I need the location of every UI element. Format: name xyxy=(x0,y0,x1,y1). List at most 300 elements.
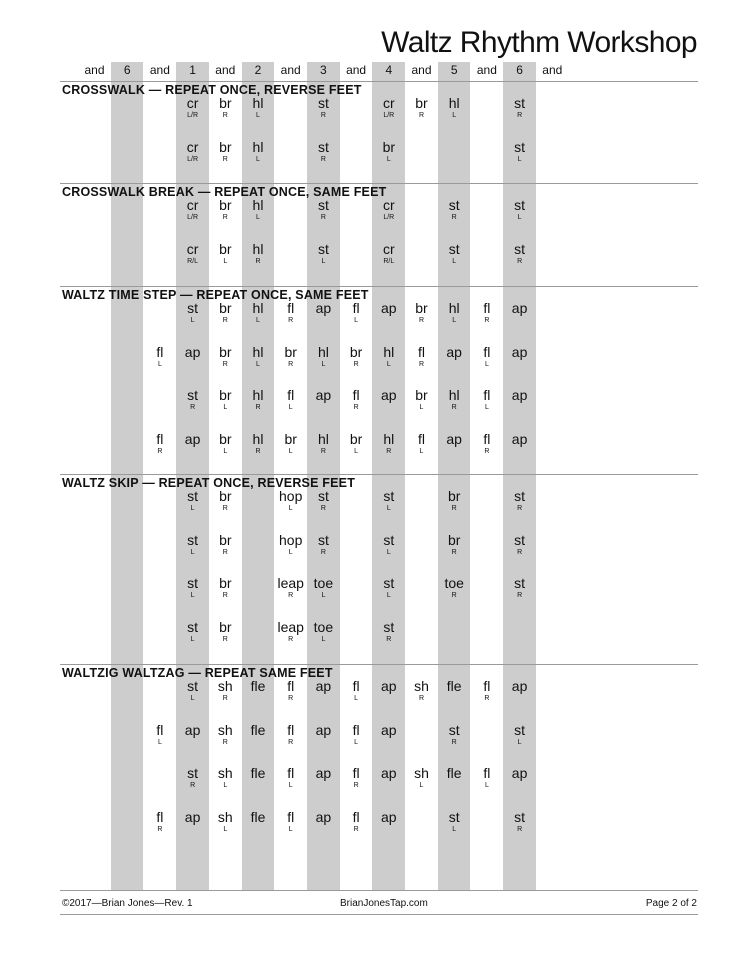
step-cell xyxy=(372,140,405,165)
step-abbreviation: fle xyxy=(250,765,266,781)
step-cell xyxy=(405,432,438,457)
step-abbreviation: st xyxy=(448,240,460,257)
foot-indicator: L xyxy=(452,317,457,324)
beat-count-label: and xyxy=(346,63,367,77)
step-cell xyxy=(307,388,340,403)
step-cell xyxy=(209,679,242,704)
step-cell xyxy=(470,432,503,457)
step-abbreviation: br xyxy=(219,95,232,111)
section-heading: WALTZ TIME STEP — REPEAT ONCE, SAME FEET xyxy=(62,288,369,302)
step-cell xyxy=(242,810,275,825)
step-cell xyxy=(372,533,405,558)
step-cell xyxy=(372,723,405,738)
foot-indicator: R xyxy=(418,112,425,119)
step-cell xyxy=(307,620,340,645)
step-cell xyxy=(143,723,176,748)
step-abbreviation: hl xyxy=(317,343,329,360)
step-cell xyxy=(242,723,275,738)
foot-indicator: R xyxy=(451,592,457,599)
step-cell xyxy=(209,242,242,267)
step-abbreviation: br xyxy=(447,531,461,548)
step-abbreviation: hl xyxy=(317,430,329,447)
foot-indicator: L xyxy=(190,548,195,556)
step-abbreviation: fle xyxy=(250,678,266,694)
step-abbreviation: st xyxy=(317,95,329,111)
step-cell xyxy=(274,301,307,326)
foot-indicator: R xyxy=(517,257,523,265)
foot-indicator: R xyxy=(222,592,228,599)
step-cell xyxy=(503,432,536,447)
foot-indicator: L xyxy=(484,404,489,411)
foot-indicator: R xyxy=(222,360,228,368)
step-cell xyxy=(209,388,242,413)
foot-indicator: L xyxy=(321,635,326,643)
foot-indicator: L xyxy=(256,214,260,221)
foot-indicator: L xyxy=(223,782,228,789)
step-abbreviation: fl xyxy=(483,765,491,781)
step-cell xyxy=(503,533,536,558)
foot-indicator: L xyxy=(190,592,195,599)
step-abbreviation: fl xyxy=(156,721,164,738)
step-cell xyxy=(176,620,209,645)
step-cell xyxy=(274,576,307,601)
step-cell xyxy=(176,96,209,121)
step-cell xyxy=(209,723,242,748)
step-cell xyxy=(274,810,307,835)
step-cell xyxy=(209,576,242,601)
step-cell xyxy=(209,140,242,165)
foot-indicator: R xyxy=(222,155,228,163)
step-abbreviation: ap xyxy=(184,721,201,738)
foot-indicator: R xyxy=(451,505,457,512)
foot-indicator: L xyxy=(223,257,228,265)
footer-bottom-rule xyxy=(60,914,698,915)
step-cell xyxy=(274,345,307,370)
step-abbreviation: st xyxy=(514,95,526,111)
step-cell xyxy=(438,96,471,121)
foot-indicator: R xyxy=(418,695,425,702)
step-abbreviation: toe xyxy=(313,575,334,591)
step-abbreviation: ap xyxy=(184,343,201,360)
step-cell xyxy=(372,766,405,781)
step-cell xyxy=(176,388,209,413)
step-abbreviation: br xyxy=(284,430,297,447)
step-abbreviation: st xyxy=(448,721,460,738)
step-cell xyxy=(242,242,275,267)
foot-indicator: L xyxy=(157,738,162,746)
step-abbreviation: sh xyxy=(414,765,429,781)
beat-count-label: 2 xyxy=(254,63,262,77)
foot-indicator: R xyxy=(222,112,228,119)
section-heading: WALTZ SKIP — REPEAT ONCE, REVERSE FEET xyxy=(62,476,356,490)
foot-indicator: R xyxy=(288,317,294,324)
step-abbreviation: ap xyxy=(315,808,332,825)
step-cell xyxy=(372,432,405,457)
foot-indicator: R xyxy=(320,548,326,556)
step-cell xyxy=(438,810,471,835)
step-cell xyxy=(176,198,209,223)
step-abbreviation: fl xyxy=(287,300,295,316)
foot-indicator: L xyxy=(354,447,359,455)
step-abbreviation: st xyxy=(317,197,329,213)
step-abbreviation: st xyxy=(187,488,199,504)
foot-indicator: R xyxy=(353,404,359,411)
step-abbreviation: br xyxy=(349,343,363,360)
foot-indicator: L xyxy=(256,112,260,119)
step-abbreviation: st xyxy=(383,618,395,635)
foot-indicator: R xyxy=(517,592,523,599)
step-cell xyxy=(438,301,471,326)
step-abbreviation: fl xyxy=(287,808,295,825)
foot-indicator: L xyxy=(256,317,260,324)
step-abbreviation: br xyxy=(219,300,232,316)
foot-indicator: L xyxy=(321,360,326,368)
step-abbreviation: hl xyxy=(252,197,264,213)
step-cell xyxy=(438,766,471,781)
step-abbreviation: br xyxy=(219,488,232,504)
step-cell xyxy=(405,388,438,413)
step-cell xyxy=(372,96,405,121)
foot-indicator: L xyxy=(321,257,326,265)
step-abbreviation: fl xyxy=(352,300,360,316)
step-cell xyxy=(209,533,242,558)
foot-indicator: R xyxy=(320,155,326,163)
step-cell xyxy=(372,242,405,267)
step-cell xyxy=(176,140,209,165)
step-cell xyxy=(143,345,176,370)
step-abbreviation: st xyxy=(187,531,199,548)
foot-indicator: L xyxy=(288,782,293,789)
step-cell xyxy=(438,388,471,413)
step-abbreviation: ap xyxy=(315,678,332,694)
step-cell xyxy=(176,489,209,514)
step-cell xyxy=(274,533,307,558)
step-abbreviation: br xyxy=(219,387,232,403)
step-abbreviation: ap xyxy=(381,721,397,738)
foot-indicator: R xyxy=(451,404,457,411)
foot-indicator: L xyxy=(386,548,391,556)
foot-indicator: L xyxy=(386,360,391,368)
step-abbreviation: fl xyxy=(156,343,164,360)
step-abbreviation: ap xyxy=(315,765,332,781)
step-abbreviation: br xyxy=(382,138,396,155)
step-cell xyxy=(307,432,340,457)
step-cell xyxy=(176,766,209,791)
step-cell xyxy=(176,576,209,601)
step-abbreviation: hl xyxy=(252,95,264,111)
step-abbreviation: hl xyxy=(448,387,460,403)
step-abbreviation: ap xyxy=(315,300,332,316)
step-cell xyxy=(340,345,373,370)
step-cell xyxy=(340,766,373,791)
step-cell xyxy=(372,810,405,825)
foot-indicator: R xyxy=(288,360,294,368)
step-abbreviation: st xyxy=(383,488,395,504)
step-cell xyxy=(307,723,340,738)
step-abbreviation: st xyxy=(514,240,526,257)
step-cell xyxy=(372,301,405,316)
step-abbreviation: cr xyxy=(382,197,395,213)
foot-indicator: L xyxy=(288,404,293,411)
step-abbreviation: br xyxy=(219,197,232,213)
foot-indicator: L xyxy=(354,317,359,324)
step-abbreviation: leap xyxy=(277,618,304,635)
foot-indicator: R xyxy=(386,635,392,643)
step-cell xyxy=(503,242,536,267)
foot-indicator: L xyxy=(321,592,326,599)
foot-indicator: L xyxy=(386,592,391,599)
step-cell xyxy=(340,432,373,457)
foot-indicator: R xyxy=(288,695,294,702)
step-cell xyxy=(503,388,536,403)
foot-indicator: R xyxy=(451,548,457,556)
step-abbreviation: hl xyxy=(383,343,395,360)
foot-indicator: L/R xyxy=(187,112,199,119)
step-cell xyxy=(274,432,307,457)
foot-indicator: R xyxy=(222,548,228,556)
step-abbreviation: cr xyxy=(186,138,199,155)
foot-indicator: R xyxy=(255,447,261,455)
step-abbreviation: br xyxy=(219,575,232,591)
step-abbreviation: fl xyxy=(352,765,360,781)
step-cell xyxy=(307,576,340,601)
step-abbreviation: hl xyxy=(252,240,264,257)
step-abbreviation: st xyxy=(514,575,526,591)
step-cell xyxy=(209,301,242,326)
step-cell xyxy=(340,810,373,835)
foot-indicator: R xyxy=(222,695,228,702)
step-abbreviation: hl xyxy=(383,430,395,447)
step-abbreviation: st xyxy=(514,138,526,155)
step-cell xyxy=(209,489,242,514)
step-cell xyxy=(503,810,536,835)
step-cell xyxy=(307,489,340,514)
step-abbreviation: hl xyxy=(252,300,264,316)
step-abbreviation: st xyxy=(514,808,526,825)
foot-indicator: L xyxy=(256,360,260,368)
step-abbreviation: ap xyxy=(381,300,397,316)
step-abbreviation: st xyxy=(187,678,199,694)
step-abbreviation: st xyxy=(317,488,329,504)
step-abbreviation: leap xyxy=(277,575,304,591)
step-cell xyxy=(176,533,209,558)
step-cell xyxy=(209,766,242,791)
step-abbreviation: fl xyxy=(156,430,164,447)
step-abbreviation: br xyxy=(219,240,232,257)
foot-indicator: R xyxy=(451,738,457,746)
foot-indicator: R xyxy=(320,505,326,512)
step-cell xyxy=(372,198,405,223)
step-abbreviation: st xyxy=(383,531,395,548)
step-cell xyxy=(503,96,536,121)
step-cell xyxy=(209,198,242,223)
step-abbreviation: ap xyxy=(511,765,528,781)
step-abbreviation: sh xyxy=(217,765,233,781)
footer-rule xyxy=(60,890,698,891)
foot-indicator: R xyxy=(517,825,523,833)
step-abbreviation: ap xyxy=(381,678,397,694)
foot-indicator: R xyxy=(320,112,326,119)
step-abbreviation: st xyxy=(514,721,526,738)
foot-indicator: L xyxy=(484,360,489,368)
foot-indicator: R xyxy=(190,404,196,411)
step-abbreviation: fl xyxy=(418,343,425,360)
step-abbreviation: fle xyxy=(250,808,266,825)
foot-indicator: R/L xyxy=(187,257,199,265)
step-abbreviation: ap xyxy=(511,430,528,447)
step-cell xyxy=(274,489,307,514)
step-cell xyxy=(176,723,209,738)
foot-indicator: L xyxy=(517,214,522,221)
step-abbreviation: toe xyxy=(444,575,464,591)
step-abbreviation: fl xyxy=(287,678,295,694)
step-cell xyxy=(242,679,275,694)
step-abbreviation: st xyxy=(187,387,199,403)
step-cell xyxy=(274,723,307,748)
step-abbreviation: ap xyxy=(511,387,528,403)
step-abbreviation: ap xyxy=(315,721,332,738)
step-cell xyxy=(307,140,340,165)
step-abbreviation: ap xyxy=(184,430,201,447)
step-abbreviation: fl xyxy=(352,678,360,694)
step-cell xyxy=(274,766,307,791)
step-abbreviation: ap xyxy=(381,808,397,825)
step-abbreviation: br xyxy=(219,343,232,360)
step-abbreviation: cr xyxy=(382,240,395,257)
step-cell xyxy=(176,432,209,447)
foot-indicator: L xyxy=(223,404,228,411)
step-cell xyxy=(242,432,275,457)
step-abbreviation: hl xyxy=(448,95,460,111)
step-cell xyxy=(176,810,209,825)
step-abbreviation: fl xyxy=(483,387,491,403)
section-divider xyxy=(60,286,698,287)
step-cell xyxy=(242,198,275,223)
foot-indicator: R xyxy=(517,548,523,556)
foot-indicator: R xyxy=(484,447,490,455)
foot-indicator: R xyxy=(517,505,523,512)
step-cell xyxy=(438,533,471,558)
foot-indicator: L xyxy=(419,782,424,789)
step-abbreviation: st xyxy=(187,575,199,591)
step-cell xyxy=(307,301,340,316)
step-abbreviation: ap xyxy=(446,430,462,447)
step-abbreviation: hop xyxy=(279,531,303,548)
step-abbreviation: sh xyxy=(217,721,233,738)
foot-indicator: R xyxy=(353,825,359,833)
step-abbreviation: st xyxy=(187,300,199,316)
step-abbreviation: sh xyxy=(217,808,233,825)
step-cell xyxy=(274,388,307,413)
step-cell xyxy=(340,301,373,326)
step-cell xyxy=(242,140,275,165)
foot-indicator: R xyxy=(222,317,228,324)
step-abbreviation: fl xyxy=(483,343,491,360)
foot-indicator: L xyxy=(386,155,391,163)
step-cell xyxy=(503,140,536,165)
footer-copyright: ©2017—Brian Jones—Rev. 1 xyxy=(62,898,193,909)
step-abbreviation: fl xyxy=(483,678,491,694)
foot-indicator: R xyxy=(222,738,228,746)
step-cell xyxy=(405,345,438,370)
foot-indicator: R xyxy=(288,635,294,643)
foot-indicator: R xyxy=(222,505,228,512)
foot-indicator: L/R xyxy=(187,214,199,221)
foot-indicator: L xyxy=(288,505,293,512)
step-abbreviation: ap xyxy=(511,300,528,316)
foot-indicator: R xyxy=(353,360,359,368)
step-cell xyxy=(307,345,340,370)
step-abbreviation: cr xyxy=(186,95,199,111)
step-cell xyxy=(438,679,471,694)
step-cell xyxy=(503,489,536,514)
beat-count-label: and xyxy=(542,63,563,77)
foot-indicator: L xyxy=(419,447,424,455)
step-cell xyxy=(209,810,242,835)
step-cell xyxy=(470,345,503,370)
foot-indicator: L xyxy=(256,155,260,163)
beat-count-label: and xyxy=(149,63,170,77)
step-abbreviation: fl xyxy=(352,387,360,403)
step-cell xyxy=(405,301,438,326)
section-heading: WALTZIG WALTZAG — REPEAT SAME FEET xyxy=(62,666,333,680)
step-cell xyxy=(372,489,405,514)
step-abbreviation: hl xyxy=(252,138,264,155)
step-abbreviation: br xyxy=(415,95,428,111)
foot-indicator: R xyxy=(517,112,523,119)
step-cell xyxy=(438,198,471,223)
step-abbreviation: toe xyxy=(313,618,334,635)
foot-indicator: R xyxy=(451,214,457,221)
step-cell xyxy=(209,345,242,370)
step-cell xyxy=(372,620,405,645)
step-cell xyxy=(242,766,275,781)
foot-indicator: R xyxy=(418,360,425,368)
step-abbreviation: cr xyxy=(186,197,199,213)
step-cell xyxy=(307,679,340,694)
foot-indicator: R xyxy=(222,214,228,221)
foot-indicator: L xyxy=(190,695,195,702)
foot-indicator: L/R xyxy=(187,155,199,163)
step-cell xyxy=(503,679,536,694)
step-cell xyxy=(274,620,307,645)
step-cell xyxy=(242,388,275,413)
foot-indicator: R xyxy=(222,635,228,643)
step-abbreviation: fl xyxy=(418,430,425,447)
foot-indicator: L/R xyxy=(383,214,395,221)
footer-website: BrianJonesTap.com xyxy=(340,898,428,909)
step-abbreviation: br xyxy=(447,488,461,504)
step-abbreviation: ap xyxy=(446,343,462,360)
step-cell xyxy=(372,388,405,403)
step-cell xyxy=(274,679,307,704)
page-title: Waltz Rhythm Workshop xyxy=(381,26,697,59)
step-abbreviation: hl xyxy=(252,387,264,403)
step-abbreviation: st xyxy=(187,618,199,635)
foot-indicator: R xyxy=(484,695,490,702)
step-abbreviation: st xyxy=(187,765,199,781)
foot-indicator: L xyxy=(354,738,359,746)
step-cell xyxy=(503,576,536,601)
foot-indicator: R xyxy=(484,317,490,324)
step-abbreviation: cr xyxy=(186,240,199,257)
step-cell xyxy=(307,810,340,825)
step-abbreviation: ap xyxy=(381,765,397,781)
step-abbreviation: br xyxy=(219,618,232,635)
step-abbreviation: br xyxy=(219,138,232,155)
step-abbreviation: sh xyxy=(217,678,233,694)
step-cell xyxy=(470,388,503,413)
